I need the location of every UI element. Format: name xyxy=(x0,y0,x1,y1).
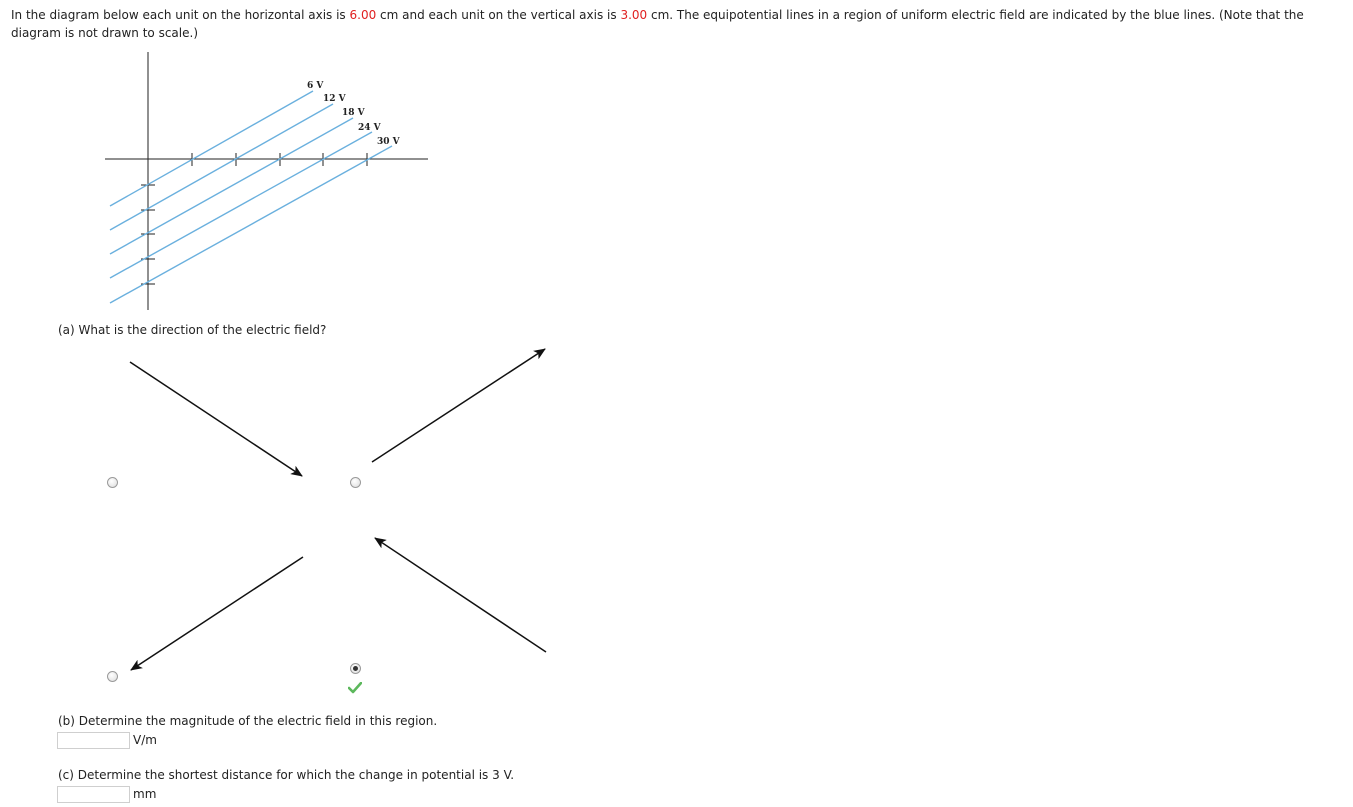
label-6v: 6 V xyxy=(307,81,324,91)
field-magnitude-unit: V/m xyxy=(133,733,157,747)
arrow-up-right xyxy=(372,349,545,462)
question-c-prompt: (c) Determine the shortest distance for which the change in potential is 3 V. xyxy=(58,768,515,782)
vertical-unit-value: 3.00 xyxy=(620,8,648,22)
horizontal-unit-value: 6.00 xyxy=(349,8,377,22)
label-30v: 30 V xyxy=(377,137,400,147)
shortest-distance-input[interactable] xyxy=(57,786,130,803)
intro-text-2: cm and each unit on the vertical axis is xyxy=(376,8,621,22)
label-12v: 12 V xyxy=(323,94,346,104)
option-down-left-radio[interactable] xyxy=(107,671,118,682)
intro-text-3: cm. The equipotential lines in a region of uniform electric field are indicated by the blue lines. (Note that the diagram is not drawn to scale.) xyxy=(11,8,1304,40)
arrow-down-left xyxy=(131,557,303,670)
arrow-up-left xyxy=(375,538,546,652)
field-magnitude-input[interactable] xyxy=(57,732,130,749)
question-a-prompt: (a) What is the direction of the electric field? xyxy=(58,323,327,337)
question-b-prompt: (b) Determine the magnitude of the electric field in this region. xyxy=(58,714,438,728)
option-up-right-radio[interactable] xyxy=(350,477,361,488)
question-b-answer xyxy=(57,731,157,749)
arrow-down-right xyxy=(130,362,302,476)
shortest-distance-unit: mm xyxy=(133,787,157,801)
direction-options xyxy=(0,0,600,700)
option-up-left-radio[interactable] xyxy=(350,663,361,674)
correct-check-icon xyxy=(348,682,362,694)
intro-text-1: In the diagram below each unit on the horizontal axis is xyxy=(11,8,350,22)
option-down-right-radio[interactable] xyxy=(107,477,118,488)
label-24v: 24 V xyxy=(358,123,381,133)
question-c-answer xyxy=(57,785,156,803)
label-18v: 18 V xyxy=(342,108,365,118)
